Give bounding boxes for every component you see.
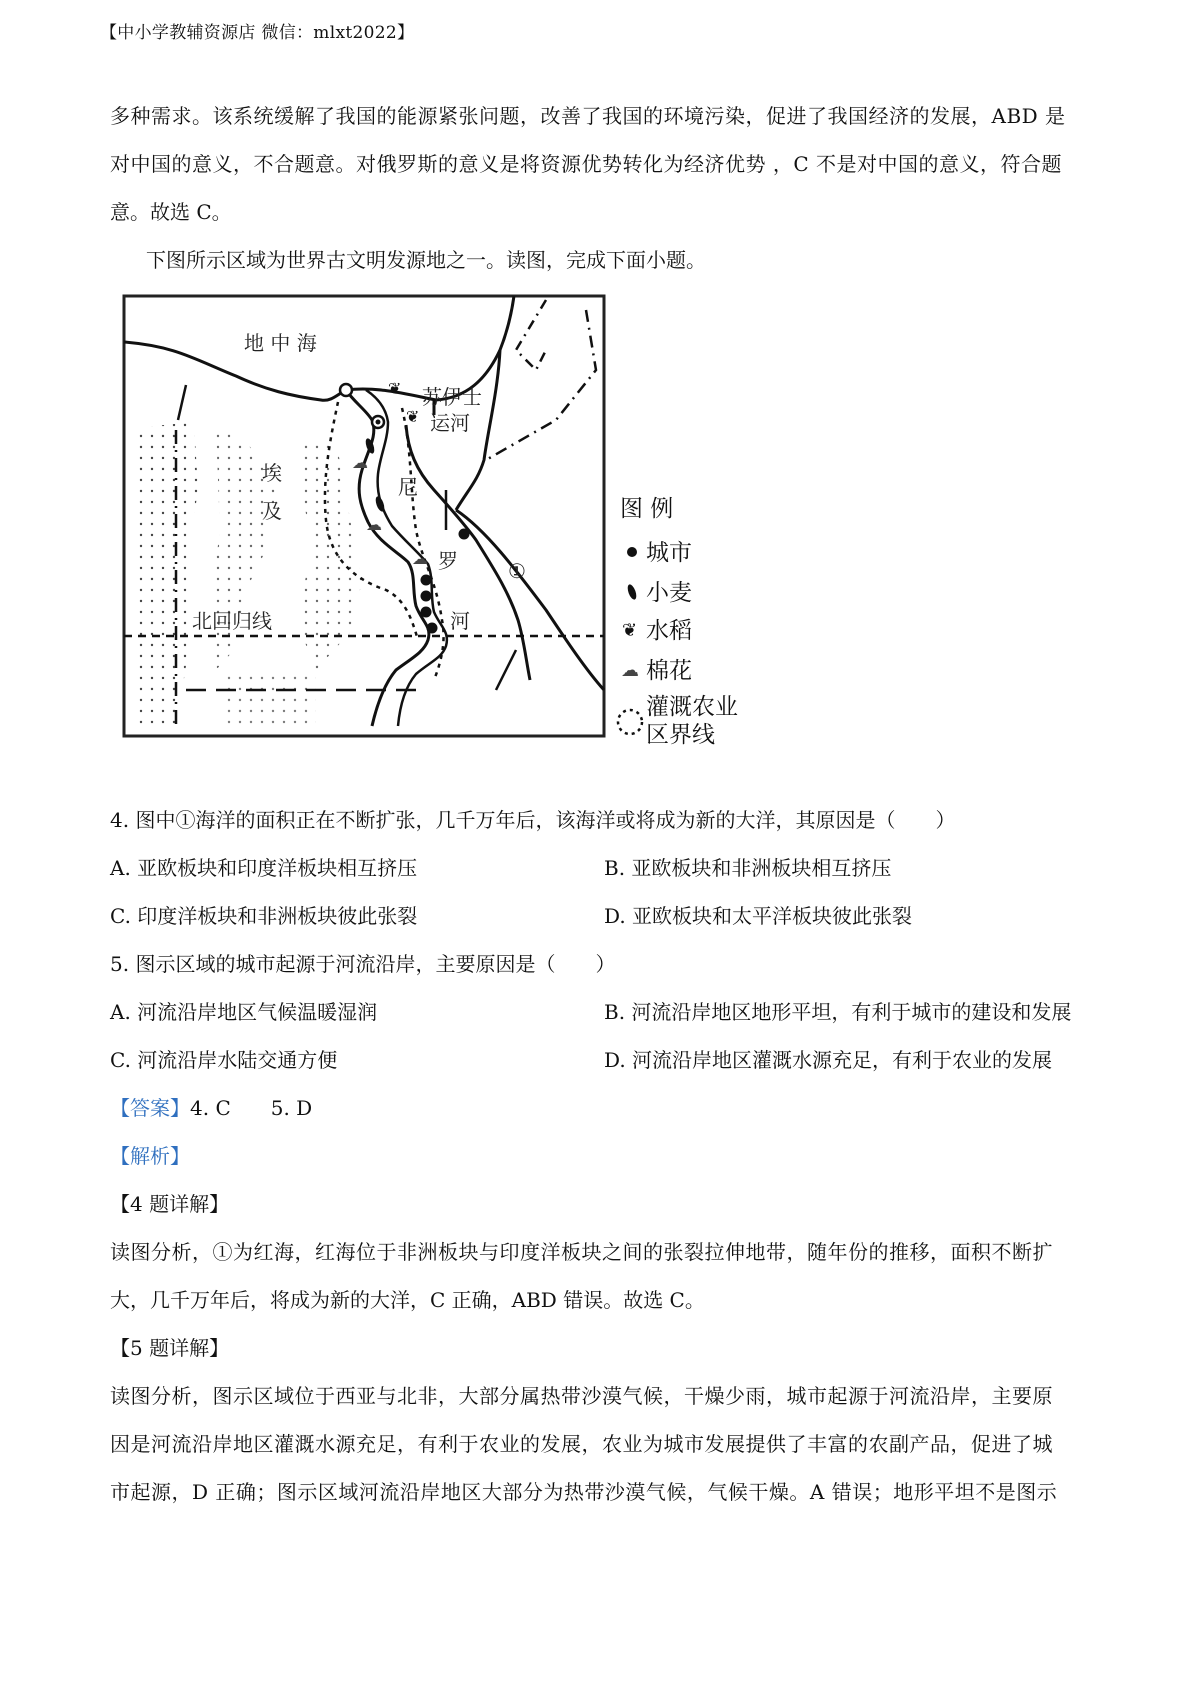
question-4-stem: 4. 图中①海洋的面积正在不断扩张，几千万年后，该海洋或将成为新的大洋，其原因是（ ） [110,808,956,832]
map-svg [116,290,816,790]
question-4-option-d[interactable]: D. 亚欧板块和太平洋板块彼此张裂 [604,904,913,928]
question-5-option-c[interactable]: C. 河流沿岸水陆交通方便 [110,1048,338,1072]
irrigation-boundary-icon [618,710,642,734]
cotton-icon: ☁ [352,453,368,472]
intro-line-1: 多种需求。该系统缓解了我国的能源紧张问题，改善了我国的环境污染，促进了我国经济的发展，ABD 是 [110,104,1066,128]
cotton-icon: ☁ [366,515,382,534]
question-4-option-b[interactable]: B. 亚欧板块和非洲板块相互挤压 [604,856,892,880]
detail-5-line-2: 因是河流沿岸地区灌溉水源充足，有利于农业的发展，农业为城市发展提供了丰富的农副产品，促进了城 [110,1432,1053,1456]
question-4-option-c[interactable]: C. 印度洋板块和非洲板块彼此张裂 [110,904,418,928]
document-body [110,92,1102,1516]
detail-4-line-2: 大，几千万年后，将成为新的大洋，C 正确，ABD 错误。故选 C。 [110,1288,705,1312]
border-northeast [516,300,546,370]
label-egypt-2: 及 [262,499,282,523]
legend-rice: 水稻 [646,618,692,644]
legend-city: 城市 [646,540,692,566]
nile-region-map [116,290,816,790]
city-dot-icon [627,547,637,557]
legend-boundary-2: 区界线 [646,722,715,748]
detail-5-line-3: 市起源，D 正确；图示区域河流沿岸地区大部分为热带沙漠气候，气候干燥。A 错误；地形平坦不是图示 [110,1480,1058,1504]
question-5-option-d[interactable]: D. 河流沿岸地区灌溉水源充足，有利于农业的发展 [604,1048,1053,1072]
rice-icon: ❦ [388,379,402,398]
question-5-options-row-2 [110,1036,1102,1084]
detail-5-title: 【5 题详解】 [110,1336,230,1360]
analysis-tag: 【解析】 [110,1144,190,1168]
answer-line [110,1084,1102,1132]
city-dot-icon [427,623,438,634]
legend-wheat: 小麦 [646,580,692,606]
label-nile-3: 河 [450,609,470,633]
label-suez-2: 运河 [430,411,470,435]
label-suez-1: 苏伊士 [422,385,482,409]
question-5-stem: 5. 图示区域的城市起源于河流沿岸，主要原因是（ ） [110,952,616,976]
city-dot-icon [421,591,432,602]
intro-line-2: 对中国的意义，不合题意。对俄罗斯的意义是将资源优势转化为经济优势 ，C 不是对中国的意义，符合题 [110,152,1063,176]
rice-icon: ❦ [406,407,420,426]
legend-cotton: 棉花 [646,658,692,684]
border-east [486,310,596,460]
question-5-options-row-1 [110,988,1102,1036]
city-dot-icon [459,529,470,540]
city-dot-icon [421,607,432,618]
desert-dots-south [226,670,316,730]
border-segment-3 [496,650,516,690]
city-dot-icon [421,575,432,586]
legend-title: 图 例 [620,496,674,522]
city-cairo-center-icon [376,420,381,425]
label-tropic: 北回归线 [192,609,272,633]
label-nile-2: 罗 [438,549,458,573]
question-5-option-b[interactable]: B. 河流沿岸地区地形平坦，有利于城市的建设和发展 [604,1000,1072,1024]
detail-4-title: 【4 题详解】 [110,1192,230,1216]
cotton-icon: ☁ [621,660,639,681]
label-nile-1: 尼 [398,475,418,499]
rice-icon: ❦ [622,620,638,641]
label-egypt-1: 埃 [262,461,282,485]
answer-tag: 【答案】 [110,1096,190,1120]
intro-line-3: 意。故选 C。 [110,200,232,224]
wheat-icon [626,583,638,600]
detail-4-line-1: 读图分析，①为红海，红海位于非洲板块与印度洋板块之间的张裂拉伸地带，随年份的推移，面积不断扩 [110,1240,1053,1264]
border-segment [178,385,186,420]
page-header: 【中小学教辅资源店 微信：mlxt2022】 [100,23,415,43]
question-4-options-row-2 [110,892,1102,940]
legend-boundary-1: 灌溉农业 [646,694,738,720]
label-red-sea-marker: ① [508,559,526,583]
question-4-option-a[interactable]: A. 亚欧板块和印度洋板块相互挤压 [110,856,418,880]
question-4-options-row-1 [110,844,1102,892]
question-5-option-a[interactable]: A. 河流沿岸地区气候温暖湿润 [110,1000,378,1024]
desert-dots-west [134,422,198,730]
answer-text: 4. C 5. D [190,1096,313,1120]
label-mediterranean: 地 中 海 [244,331,317,355]
detail-5-line-1: 读图分析，图示区域位于西亚与北非，大部分属热带沙漠气候，干燥少雨，城市起源于河流沿岸，主要原 [110,1384,1053,1408]
question-lead: 下图所示区域为世界古文明发源地之一。读图，完成下面小题。 [146,248,706,272]
city-alexandria-icon [340,384,352,396]
cotton-icon: ☁ [412,549,428,568]
